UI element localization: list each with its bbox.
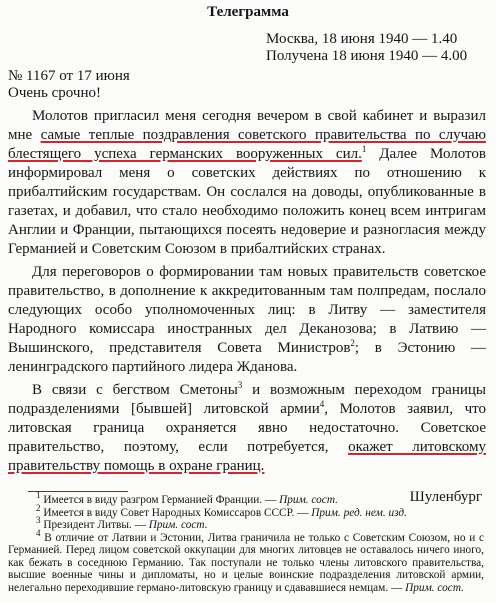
footnote-ref-1: 1 [361, 144, 367, 154]
paragraph-1 [8, 107, 486, 259]
footnote-attribution: Прим. сост. [405, 581, 464, 594]
signature: Шуленбург [409, 489, 482, 505]
footnote-text: Имеется в виду Совет Народных Комиссаров СССР. — [43, 506, 312, 519]
paragraph-3-text-c: , Молотов заявил, что литовская граница охраняется явно недостаточно. Советское правительство, поэтому, если потребуется, [8, 401, 486, 455]
telegram-meta [8, 68, 130, 102]
paragraph-3 [8, 381, 486, 476]
footnote-attribution: Прим. сост. [148, 519, 208, 531]
footnote-text: В отличие от Латвии и Эстонии, Литва граничила не только с Советским Союзом, но и с Германией. Перед лицом советской оккупации для многих литовцев не оставалось ничего иного, как бежать в соседнюю Германию. Так поступали не только члены литовского правительства, высшие военные чины и дипломаты, но и целые воинские подразделения литовской армии, нелегально переходившие германо-литовскую границу и сдававшиеся немцам. — [8, 531, 484, 594]
footnote-ref-2: 2 [350, 338, 355, 348]
telegram-number: № 1167 от 17 июня [8, 68, 130, 84]
footnote-3 [8, 515, 484, 532]
footnote-text: Имеется в виду разгром Германией Франции. — [43, 494, 280, 506]
footnote-number: 2 [36, 502, 41, 513]
received-time: Получена 18 июня 1940 — 4.00 [266, 48, 468, 64]
footnote-divider [28, 491, 128, 492]
footnote-ref-3: 3 [237, 380, 243, 390]
paragraph-3-text-b: и возможным переходом границы подразделениями [бывшей] литовской армии [8, 382, 486, 417]
footnote-number: 3 [36, 515, 41, 526]
highlighted-border-help: окажет литовскому правительству помощь в охране границ. [8, 439, 486, 474]
paragraph-2-text-b: ; в Эстонию — ленинградского партийного лидера Жданова. [8, 340, 486, 375]
footnote-4 [8, 527, 484, 595]
footnote-attribution: Прим. ред. нем. изд. [311, 506, 407, 519]
dispatch-info [266, 31, 467, 65]
paragraph-1-text-a: Молотов пригласил меня сегодня вечером в свой кабинет и выразил мне [8, 108, 486, 143]
footnotes [8, 490, 484, 594]
paragraph-3-text-a: В связи с бегством Сметоны [32, 382, 238, 398]
paragraph-2 [8, 263, 486, 377]
footnote-2 [8, 502, 484, 520]
paragraph-2-text-a: Для переговоров о формировании там новых правительств советское правительство, в дополнение к аккредитованным там полпредам, послало следующих особо уполномоченных лиц: в Литву — заместителя Народного комиссара иностранных дел Деканозова; в Латвию — Вышинского, представителя Совета Министров [8, 264, 486, 356]
footnote-text: Президент Литвы. — [43, 519, 149, 531]
footnote-1 [8, 490, 484, 507]
telegram-body [8, 107, 486, 507]
footnote-ref-4: 4 [319, 399, 325, 409]
footnote-number: 1 [36, 490, 41, 501]
highlighted-congratulations: самые теплые поздравления советского правительства по случаю блестящего успеха германских вооруженных сил. [8, 127, 486, 162]
paragraph-1-text-b: Далее Молотов информировал меня о советских действиях по отношению к прибалтийским государствам. Он сослался на доводы, опубликованные в газетах, и добавил, что стало необходимо положить конец всем интригам Англии и Франции, пытающихся посеять недоверие и разногласия между Германией и Советским Союзом в прибалтийских странах. [8, 146, 486, 257]
document-title: Телеграмма [207, 4, 289, 20]
footnote-attribution: Прим. сост. [279, 494, 338, 506]
urgency-label: Очень срочно! [8, 85, 101, 101]
footnote-number: 4 [36, 527, 41, 538]
location-date: Москва, 18 июня 1940 — 1.40 [266, 31, 458, 47]
